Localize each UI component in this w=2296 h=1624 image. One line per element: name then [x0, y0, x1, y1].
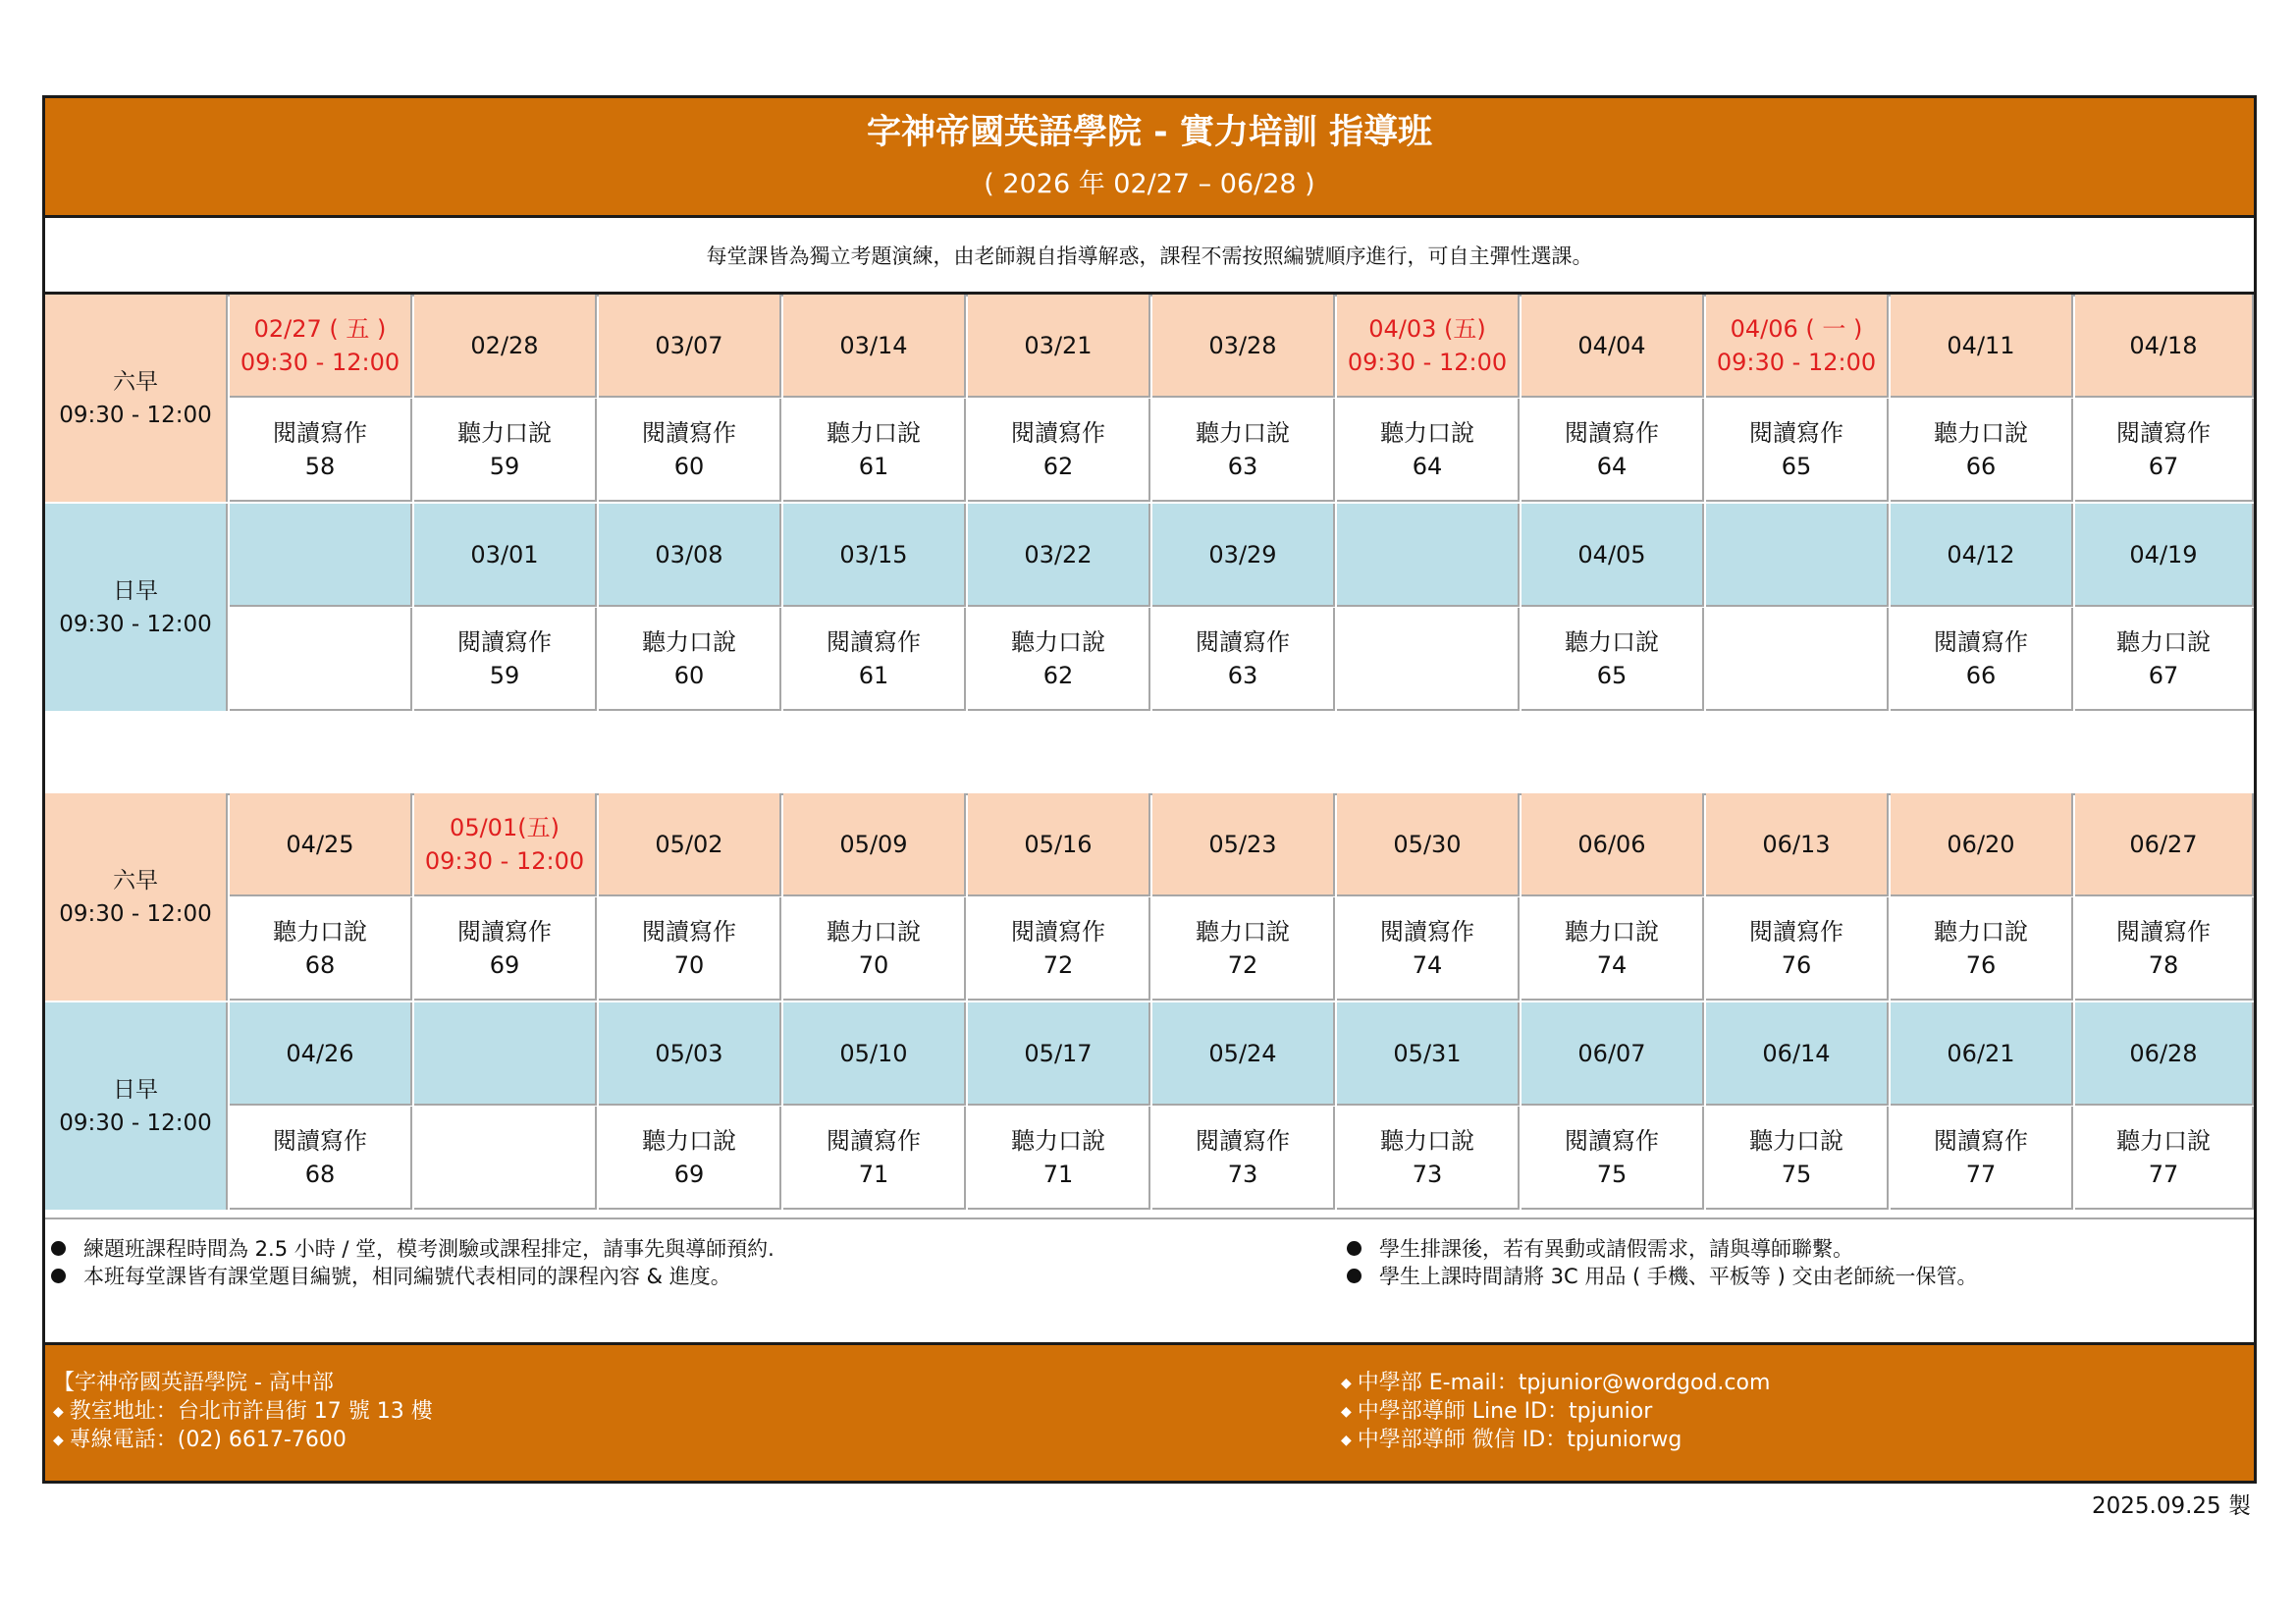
course-type: 閱讀寫作 — [1934, 1126, 2028, 1155]
saturday-label: 六早 09:30 - 12:00 — [45, 295, 228, 502]
sun-course-cell — [1891, 1107, 2073, 1210]
date-label: 05/03 — [655, 1039, 723, 1067]
sun-course-cell — [1891, 608, 2073, 711]
sun-course-cell — [1706, 608, 1889, 711]
course-number: 73 — [1412, 1160, 1443, 1188]
wechat-id: ◆ 中學部導師 微信 ID：tpjuniorwg — [1341, 1428, 1682, 1452]
course-number: 77 — [1965, 1160, 1997, 1188]
date-label: 05/17 — [1024, 1039, 1093, 1067]
date-label: 05/23 — [1208, 830, 1277, 858]
course-number: 62 — [1042, 661, 1074, 689]
course-type: 聽力口說 — [1565, 627, 1659, 656]
course-number: 72 — [1227, 950, 1258, 979]
date-label: 03/07 — [655, 331, 723, 359]
date-label: 04/19 — [2129, 540, 2198, 568]
date-label: 04/26 — [286, 1039, 354, 1067]
date-label: 06/07 — [1577, 1039, 1646, 1067]
date-label: 05/31 — [1393, 1039, 1462, 1067]
sun-date-cell — [1522, 504, 1704, 607]
sat-course-cell — [1706, 897, 1889, 1001]
course-number: 73 — [1227, 1160, 1258, 1188]
date-label: 02/27 ( 五 ) — [253, 314, 387, 343]
date-label: 04/05 — [1577, 540, 1646, 568]
date-label: 05/24 — [1208, 1039, 1277, 1067]
rule-item: 練題班課程時間為 2.5 小時 / 堂，模考測驗或課程排定，請事先與導師預約. — [51, 1234, 774, 1264]
course-number: 76 — [1965, 950, 1997, 979]
sat-course-cell — [1522, 897, 1704, 1001]
sat-course-cell — [230, 897, 412, 1001]
sun-course-cell — [968, 1107, 1150, 1210]
sat-course-cell — [968, 399, 1150, 502]
course-number: 74 — [1596, 950, 1628, 979]
sat-date-cell — [230, 295, 412, 398]
sat-date-cell — [783, 295, 966, 398]
course-number: 59 — [489, 661, 520, 689]
sun-course-cell — [414, 608, 597, 711]
date-label: 04/18 — [2129, 331, 2198, 359]
sat-date-cell — [1891, 793, 2073, 896]
course-type: 閱讀寫作 — [1934, 627, 2028, 656]
phone: ◆ 專線電話：(02) 6617-7600 — [53, 1428, 347, 1452]
course-number: 68 — [304, 1160, 336, 1188]
sun-date-cell — [1152, 504, 1335, 607]
sun-date-cell — [230, 1002, 412, 1106]
course-type: 閱讀寫作 — [1011, 418, 1105, 447]
course-note: 每堂課皆為獨立考題演練，由老師親自指導解惑，課程不需按照編號順序進行，可自主彈性選課。 — [45, 221, 2254, 295]
sun-course-cell — [1152, 1107, 1335, 1210]
sun-date-cell — [2075, 1002, 2254, 1106]
course-type: 聽力口說 — [1565, 917, 1659, 946]
course-number: 64 — [1412, 452, 1443, 480]
course-type: 閱讀寫作 — [1196, 1126, 1290, 1155]
made-date: 2025.09.25 製 — [2092, 1493, 2251, 1519]
date-label: 06/13 — [1762, 830, 1831, 858]
sun-date-cell — [2075, 504, 2254, 607]
sat-date-cell — [1152, 793, 1335, 896]
course-type: 閱讀寫作 — [273, 418, 367, 447]
course-type: 聽力口說 — [1011, 1126, 1105, 1155]
sat-date-cell — [783, 793, 966, 896]
sat-course-cell — [1706, 399, 1889, 502]
date-label: 03/22 — [1024, 540, 1093, 568]
date-label: 04/03 (五) — [1368, 314, 1486, 343]
date-label: 05/10 — [839, 1039, 908, 1067]
course-type: 聽力口說 — [2116, 627, 2211, 656]
date-label: 04/04 — [1577, 331, 1646, 359]
sun-date-cell — [1337, 504, 1520, 607]
rule-item: 學生上課時間請將 3C 用品 ( 手機、平板等 ) 交由老師統一保管。 — [1347, 1262, 1977, 1291]
sun-date-cell — [1706, 504, 1889, 607]
course-type: 聽力口說 — [2116, 1126, 2211, 1155]
date-label: 05/01(五) — [450, 813, 560, 841]
date-label: 06/06 — [1577, 830, 1646, 858]
course-type: 聽力口說 — [273, 917, 367, 946]
course-type: 閱讀寫作 — [642, 917, 736, 946]
sat-course-cell — [599, 897, 781, 1001]
date-label: 03/29 — [1208, 540, 1277, 568]
date-label: 03/21 — [1024, 331, 1093, 359]
course-type: 聽力口說 — [642, 627, 736, 656]
sat-course-cell — [599, 399, 781, 502]
sun-course-cell — [230, 1107, 412, 1210]
date-label: 03/14 — [839, 331, 908, 359]
sat-date-cell — [599, 793, 781, 896]
sat-date-cell — [1337, 793, 1520, 896]
course-number: 63 — [1227, 452, 1258, 480]
course-type: 聽力口說 — [1934, 418, 2028, 447]
date-label: 05/16 — [1024, 830, 1093, 858]
sat-course-cell — [1891, 897, 2073, 1001]
bullet-icon — [1347, 1269, 1362, 1283]
course-type: 聽力口說 — [1749, 1126, 1843, 1155]
sat-course-cell — [783, 897, 966, 1001]
sat-date-cell — [414, 295, 597, 398]
sun-course-cell — [414, 1107, 597, 1210]
sun-date-cell — [783, 1002, 966, 1106]
sun-course-cell — [230, 608, 412, 711]
course-type: 閱讀寫作 — [827, 627, 921, 656]
sun-course-cell — [2075, 1107, 2254, 1210]
date-label: 03/08 — [655, 540, 723, 568]
course-type: 閱讀寫作 — [1565, 1126, 1659, 1155]
sat-date-cell — [414, 793, 597, 896]
date-label: 05/09 — [839, 830, 908, 858]
course-number: 59 — [489, 452, 520, 480]
date-label: 03/28 — [1208, 331, 1277, 359]
course-type: 聽力口說 — [827, 917, 921, 946]
date-label: 05/02 — [655, 830, 723, 858]
course-type: 聽力口說 — [457, 418, 552, 447]
email: ◆ 中學部 E-mail：tpjunior@wordgod.com — [1341, 1371, 1771, 1395]
date-label: 02/28 — [470, 331, 539, 359]
course-type: 閱讀寫作 — [827, 1126, 921, 1155]
sun-course-cell — [1706, 1107, 1889, 1210]
course-type: 閱讀寫作 — [1565, 418, 1659, 447]
course-number: 78 — [2148, 950, 2179, 979]
sat-date-cell — [1891, 295, 2073, 398]
course-number: 75 — [1596, 1160, 1628, 1188]
sun-course-cell — [1522, 608, 1704, 711]
sat-date-cell — [968, 793, 1150, 896]
course-number: 61 — [858, 661, 889, 689]
sun-course-cell — [1337, 1107, 1520, 1210]
bullet-icon — [51, 1241, 66, 1256]
sat-course-cell — [1152, 399, 1335, 502]
course-number: 66 — [1965, 452, 1997, 480]
course-number: 75 — [1781, 1160, 1812, 1188]
date-label: 04/11 — [1947, 331, 2015, 359]
schedule-block-1 — [45, 295, 2254, 715]
sun-date-cell — [1337, 1002, 1520, 1106]
course-type: 聽力口說 — [1380, 1126, 1474, 1155]
sat-date-cell — [230, 793, 412, 896]
sat-course-cell — [1337, 897, 1520, 1001]
sunday-label: 日早 09:30 - 12:00 — [45, 504, 228, 711]
sun-date-cell — [783, 504, 966, 607]
time-label: 09:30 - 12:00 — [424, 846, 585, 875]
course-number: 72 — [1042, 950, 1074, 979]
page-title: 字神帝國英語學院 - 實力培訓 指導班 — [866, 113, 1433, 152]
address: ◆ 教室地址：台北市許昌街 17 號 13 樓 — [53, 1399, 433, 1424]
sat-course-cell — [1891, 399, 2073, 502]
date-label: 03/15 — [839, 540, 908, 568]
date-label: 04/12 — [1947, 540, 2015, 568]
course-number: 64 — [1596, 452, 1628, 480]
sunday-label: 日早 09:30 - 12:00 — [45, 1002, 228, 1210]
sun-date-cell — [414, 504, 597, 607]
sat-date-cell — [1152, 295, 1335, 398]
schedule-block-2 — [45, 793, 2254, 1214]
course-number: 70 — [673, 950, 705, 979]
date-label: 06/14 — [1762, 1039, 1831, 1067]
bullet-icon — [1347, 1241, 1362, 1256]
course-type: 聽力口說 — [1196, 917, 1290, 946]
sat-course-cell — [2075, 399, 2254, 502]
bullet-icon — [51, 1269, 66, 1283]
sat-course-cell — [783, 399, 966, 502]
sat-date-cell — [2075, 295, 2254, 398]
date-label: 06/28 — [2129, 1039, 2198, 1067]
sat-course-cell — [2075, 897, 2254, 1001]
course-number: 62 — [1042, 452, 1074, 480]
sun-course-cell — [1337, 608, 1520, 711]
course-number: 67 — [2148, 661, 2179, 689]
sun-course-cell — [783, 608, 966, 711]
sun-course-cell — [599, 1107, 781, 1210]
date-label: 03/01 — [470, 540, 539, 568]
course-type: 閱讀寫作 — [642, 418, 736, 447]
date-label: 05/30 — [1393, 830, 1462, 858]
course-number: 71 — [858, 1160, 889, 1188]
course-type: 閱讀寫作 — [273, 1126, 367, 1155]
course-number: 67 — [2148, 452, 2179, 480]
sat-course-cell — [414, 897, 597, 1001]
course-type: 聽力口說 — [827, 418, 921, 447]
sun-date-cell — [1152, 1002, 1335, 1106]
course-number: 63 — [1227, 661, 1258, 689]
course-type: 閱讀寫作 — [457, 917, 552, 946]
date-range: ( 2026 年 02/27 – 06/28 ) — [984, 169, 1315, 199]
course-number: 66 — [1965, 661, 1997, 689]
school-name: 【字神帝國英語學院 - 高中部 — [53, 1371, 334, 1395]
sun-date-cell — [968, 1002, 1150, 1106]
course-number: 74 — [1412, 950, 1443, 979]
course-type: 閱讀寫作 — [457, 627, 552, 656]
sun-course-cell — [968, 608, 1150, 711]
sun-course-cell — [1152, 608, 1335, 711]
sat-course-cell — [414, 399, 597, 502]
sat-date-cell — [1337, 295, 1520, 398]
course-number: 60 — [673, 452, 705, 480]
sat-date-cell — [1522, 793, 1704, 896]
course-type: 閱讀寫作 — [1749, 418, 1843, 447]
diamond-icon: ◆ — [53, 1404, 64, 1420]
sun-course-cell — [599, 608, 781, 711]
sun-course-cell — [783, 1107, 966, 1210]
diamond-icon: ◆ — [1341, 1433, 1352, 1448]
course-number: 68 — [304, 950, 336, 979]
sun-date-cell — [1706, 1002, 1889, 1106]
sat-date-cell — [968, 295, 1150, 398]
course-number: 65 — [1596, 661, 1628, 689]
rules-section — [45, 1218, 2254, 1345]
sat-date-cell — [1706, 793, 1889, 896]
sun-date-cell — [1891, 1002, 2073, 1106]
date-label: 04/06 ( 一 ) — [1730, 314, 1863, 343]
rule-item: 學生排課後，若有異動或請假需求，請與導師聯繫。 — [1347, 1234, 1853, 1264]
sat-course-cell — [1522, 399, 1704, 502]
course-type: 聽力口說 — [1380, 418, 1474, 447]
course-type: 閱讀寫作 — [2116, 917, 2211, 946]
sun-course-cell — [2075, 608, 2254, 711]
course-type: 閱讀寫作 — [1380, 917, 1474, 946]
header-banner — [45, 98, 2254, 218]
time-label: 09:30 - 12:00 — [240, 348, 400, 376]
sun-date-cell — [414, 1002, 597, 1106]
sun-date-cell — [1522, 1002, 1704, 1106]
course-type: 聽力口說 — [642, 1126, 736, 1155]
diamond-icon: ◆ — [1341, 1404, 1352, 1420]
date-label: 06/21 — [1947, 1039, 2015, 1067]
course-number: 76 — [1781, 950, 1812, 979]
course-number: 77 — [2148, 1160, 2179, 1188]
diamond-icon: ◆ — [1341, 1376, 1352, 1391]
sun-date-cell — [968, 504, 1150, 607]
sun-date-cell — [1891, 504, 2073, 607]
course-type: 閱讀寫作 — [1011, 917, 1105, 946]
course-number: 69 — [673, 1160, 705, 1188]
sat-course-cell — [1152, 897, 1335, 1001]
course-number: 71 — [1042, 1160, 1074, 1188]
sun-date-cell — [599, 504, 781, 607]
saturday-label: 六早 09:30 - 12:00 — [45, 793, 228, 1001]
line-id: ◆ 中學部導師 Line ID：tpjunior — [1341, 1399, 1653, 1424]
sun-date-cell — [230, 504, 412, 607]
course-type: 閱讀寫作 — [1196, 627, 1290, 656]
course-number: 58 — [304, 452, 336, 480]
time-label: 09:30 - 12:00 — [1716, 348, 1877, 376]
date-label: 06/20 — [1947, 830, 2015, 858]
course-number: 70 — [858, 950, 889, 979]
course-number: 60 — [673, 661, 705, 689]
course-type: 聽力口說 — [1934, 917, 2028, 946]
time-label: 09:30 - 12:00 — [1347, 348, 1508, 376]
course-type: 聽力口說 — [1011, 627, 1105, 656]
diamond-icon: ◆ — [53, 1433, 64, 1448]
rule-item: 本班每堂課皆有課堂題目編號，相同編號代表相同的課程內容 & 進度。 — [51, 1262, 731, 1291]
course-number: 61 — [858, 452, 889, 480]
date-label: 04/25 — [286, 830, 354, 858]
course-type: 閱讀寫作 — [2116, 418, 2211, 447]
sun-course-cell — [1522, 1107, 1704, 1210]
footer-banner — [45, 1345, 2254, 1481]
sat-course-cell — [968, 897, 1150, 1001]
sat-date-cell — [599, 295, 781, 398]
course-type: 閱讀寫作 — [1749, 917, 1843, 946]
course-number: 65 — [1781, 452, 1812, 480]
sat-date-cell — [1706, 295, 1889, 398]
course-number: 69 — [489, 950, 520, 979]
sat-course-cell — [1337, 399, 1520, 502]
date-label: 06/27 — [2129, 830, 2198, 858]
sat-date-cell — [2075, 793, 2254, 896]
schedule-frame — [42, 95, 2257, 1484]
sun-date-cell — [599, 1002, 781, 1106]
sat-date-cell — [1522, 295, 1704, 398]
sat-course-cell — [230, 399, 412, 502]
course-type: 聽力口說 — [1196, 418, 1290, 447]
